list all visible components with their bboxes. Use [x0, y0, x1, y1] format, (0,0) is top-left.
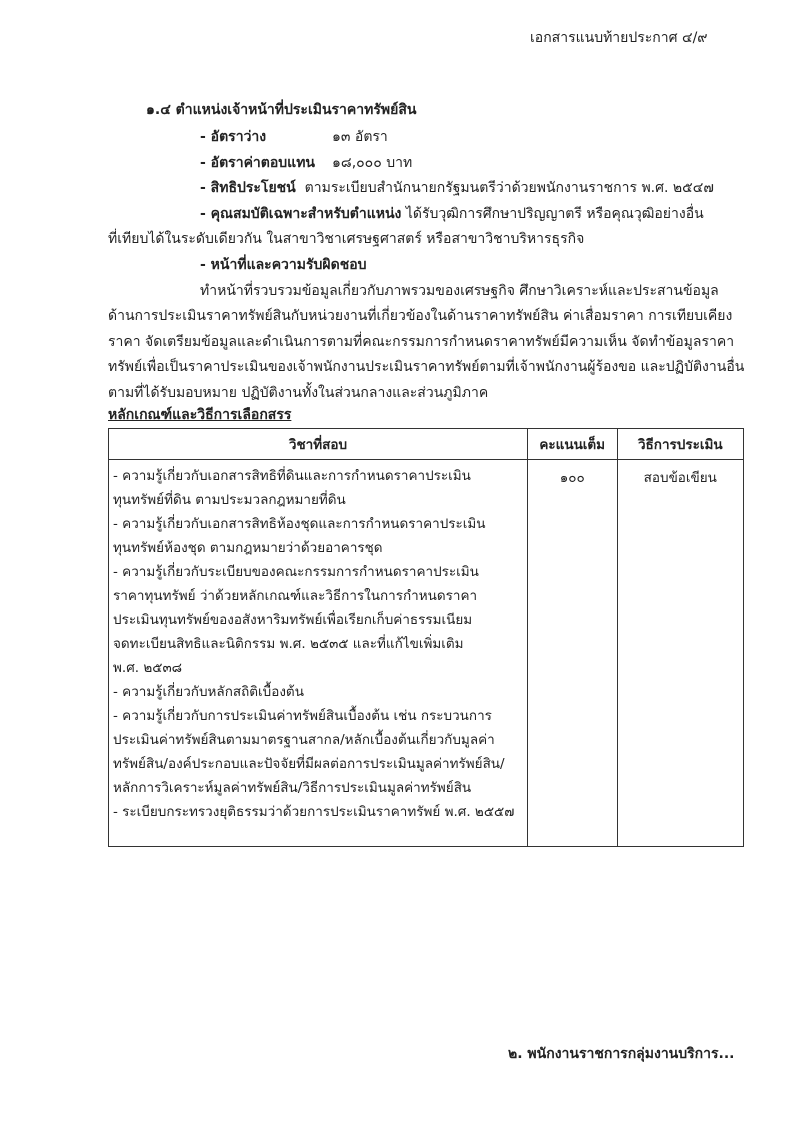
- subject-line: - ความรู้เกี่ยวกับการประเมินค่าทรัพย์สินเบื้องต้น เช่น กระบวนการ: [113, 708, 492, 724]
- duties-line: ราคา จัดเตรียมข้อมูลและดำเนินการตามที่คณะกรรมการกำหนดราคาทรัพย์มีความเห็น จัดทำข้อมูลราคา: [108, 334, 735, 350]
- subject-cell: [109, 460, 528, 847]
- vacancies-label: - อัตราว่าง: [200, 129, 267, 145]
- vacancies-value: ๑๓ อัตรา: [332, 129, 388, 145]
- duties-line: ด้านการประเมินราคาทรัพย์สินกับหน่วยงานที่เกี่ยวข้องในด้านราคาทรัพย์สิน ค่าเสื่อมราคา การเทียบเคียง: [108, 308, 733, 324]
- qualifications-continuation: ที่เทียบได้ในระดับเดียวกัน ในสาขาวิชาเศรษฐศาสตร์ หรือสาขาวิชาบริหารธุรกิจ: [108, 231, 585, 247]
- benefits-value: ตามระเบียบสำนักนายกรัฐมนตรีว่าด้วยพนักงานราชการ พ.ศ. ๒๕๔๗: [304, 180, 714, 196]
- document-header-note: เอกสารแนบท้ายประกาศ ๔/๙: [530, 30, 708, 46]
- subject-line: - ความรู้เกี่ยวกับเอกสารสิทธิห้องชุดและการกำหนดราคาประเมิน: [113, 516, 486, 532]
- section-title: ๑.๔ ตำแหน่งเจ้าหน้าที่ประเมินราคาทรัพย์สิน: [146, 102, 417, 118]
- header-subject: วิชาที่สอบ: [109, 429, 528, 460]
- table-header-row: [109, 429, 744, 460]
- duties-label: - หน้าที่และความรับผิดชอบ: [200, 257, 367, 273]
- qualifications-label: - คุณสมบัติเฉพาะสำหรับตำแหน่ง: [200, 206, 402, 222]
- header-full-score: คะแนนเต็ม: [527, 429, 617, 460]
- full-score-cell: ๑๐๐: [527, 460, 617, 847]
- benefits-line: [200, 178, 714, 198]
- subject-line: - ความรู้เกี่ยวกับเอกสารสิทธิที่ดินและการกำหนดราคาประเมิน: [113, 468, 471, 484]
- next-section-continuation: ๒. พนักงานราชการกลุ่มงานบริการ...: [508, 1046, 735, 1062]
- benefits-label: - สิทธิประโยชน์: [200, 180, 296, 196]
- subject-line: พ.ศ. ๒๕๓๘: [113, 660, 183, 676]
- subject-line: - ความรู้เกี่ยวกับระเบียบของคณะกรรมการกำหนดราคาประเมิน: [113, 564, 479, 580]
- subject-line: ราคาทุนทรัพย์ ว่าด้วยหลักเกณฑ์และวิธีการในการกำหนดราคา: [113, 588, 478, 604]
- salary-label: - อัตราค่าตอบแทน: [200, 155, 316, 171]
- subject-line: ทรัพย์สิน/องค์ประกอบและปัจจัยที่มีผลต่อการประเมินมูลค่าทรัพย์สิน/: [113, 756, 505, 772]
- table-row: [109, 460, 744, 847]
- qualifications-line: [200, 204, 704, 224]
- subject-line: ประเมินทุนทรัพย์ของอสังหาริมทรัพย์เพื่อเรียกเก็บค่าธรรมเนียม: [113, 612, 473, 628]
- subject-line: ทุนทรัพย์ที่ดิน ตามประมวลกฎหมายที่ดิน: [113, 492, 346, 508]
- salary-value: ๑๘,๐๐๐ บาท: [332, 155, 413, 171]
- criteria-heading: หลักเกณฑ์และวิธีการเลือกสรร: [108, 407, 292, 423]
- subject-line: หลักการวิเคราะห์มูลค่าทรัพย์สิน/วิธีการประเมินมูลค่าทรัพย์สิน: [113, 780, 472, 796]
- subject-line: - ระเบียบกระทรวงยุติธรรมว่าด้วยการประเมินราคาทรัพย์ พ.ศ. ๒๕๕๗: [113, 804, 515, 820]
- subject-line: - ความรู้เกี่ยวกับหลักสถิติเบื้องต้น: [113, 684, 304, 700]
- header-method: วิธีการประเมิน: [617, 429, 743, 460]
- exam-table: [108, 428, 744, 847]
- subject-line: ทุนทรัพย์ห้องชุด ตามกฎหมายว่าด้วยอาคารชุด: [113, 540, 383, 556]
- subject-line: จดทะเบียนสิทธิและนิติกรรม พ.ศ. ๒๕๓๕ และที่แก้ไขเพิ่มเติม: [113, 636, 464, 652]
- duties-line: ทรัพย์เพื่อเป็นราคาประเมินของเจ้าพนักงานประเมินราคาทรัพย์ตามที่เจ้าพนักงานผู้ร้องขอ และปฏิบัติงานอื่น: [108, 359, 745, 375]
- method-cell: สอบข้อเขียน: [617, 460, 743, 847]
- duties-line: ตามที่ได้รับมอบหมาย ปฏิบัติงานทั้งในส่วนกลางและส่วนภูมิภาค: [108, 385, 489, 401]
- qualifications-value: ได้รับวุฒิการศึกษาปริญญาตรี หรือคุณวุฒิอย่างอื่น: [405, 206, 704, 222]
- subject-line: ประเมินค่าทรัพย์สินตามมาตรฐานสากล/หลักเบื้องต้นเกี่ยวกับมูลค่า: [113, 732, 495, 748]
- duties-line: ทำหน้าที่รวบรวมข้อมูลเกี่ยวกับภาพรวมของเศรษฐกิจ ศึกษาวิเคราะห์และประสานข้อมูล: [200, 283, 719, 299]
